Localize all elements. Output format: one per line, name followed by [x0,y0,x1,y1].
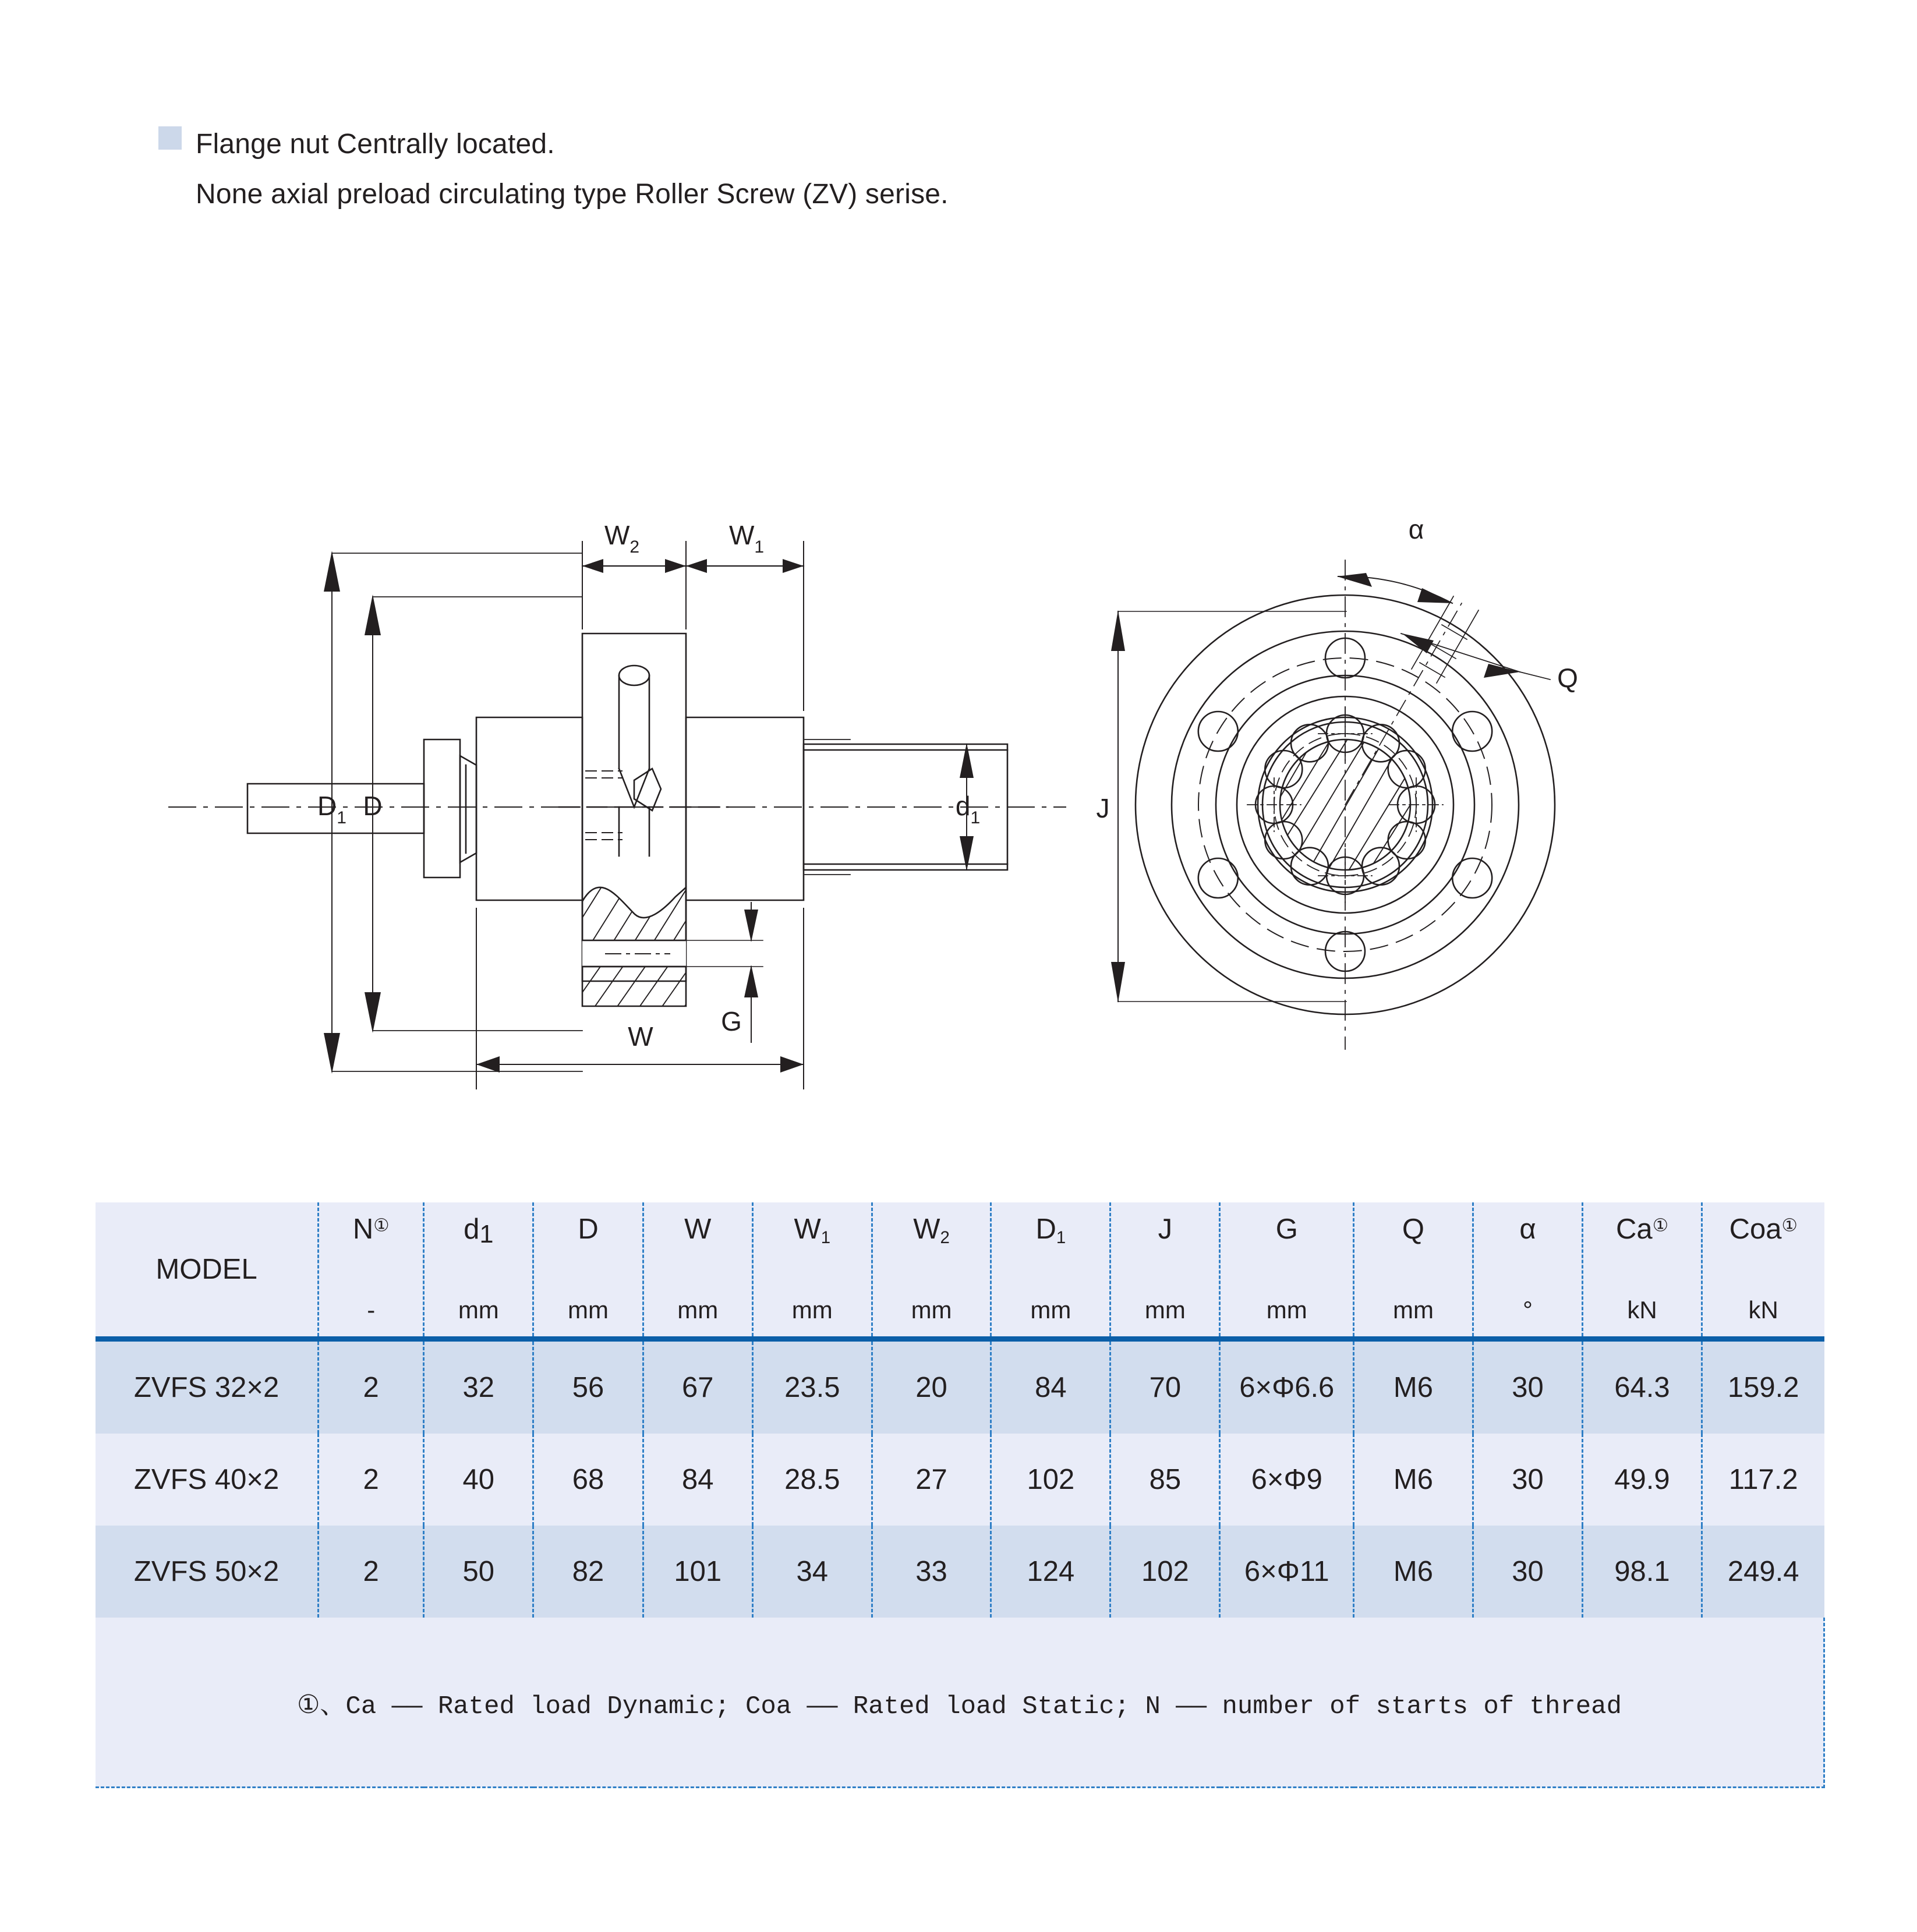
cell-dbig1: 124 [991,1526,1110,1618]
table-row [96,1342,1824,1434]
header-g-unit: mm [1266,1296,1307,1324]
cell-w1: 34 [752,1526,872,1618]
header-q-symbol: Q [1402,1213,1425,1245]
cell-w2: 27 [872,1434,991,1526]
header-cell-g [1220,1202,1354,1336]
header-cell-w1 [752,1202,872,1336]
cell-n: 2 [319,1434,424,1526]
header-dbig1-unit: mm [1030,1296,1071,1324]
header-coa-unit: kN [1748,1296,1778,1324]
header-w2-unit: mm [911,1296,952,1324]
note-line-1: Flange nut Centrally located. [196,129,555,160]
header-model-text: MODEL [155,1254,257,1285]
cell-w: 101 [643,1526,752,1618]
cell-g: 6×Φ11 [1220,1526,1354,1618]
cell-n: 2 [319,1526,424,1618]
label-d1-big: $D_1$ [317,791,346,827]
header-cell-w [643,1202,752,1336]
header-cell-alpha [1473,1202,1582,1336]
cell-ca: 49.9 [1583,1434,1702,1526]
cell-alpha: 30 [1473,1434,1582,1526]
table-row [96,1434,1824,1526]
label-w1: $W_1$ [728,520,765,557]
cell-coa: 249.4 [1702,1526,1824,1618]
cell-d1: 40 [424,1434,533,1526]
cell-dbig1: 102 [991,1434,1110,1526]
cell-d1: 32 [424,1342,533,1434]
cell-w1: 23.5 [752,1342,872,1434]
cell-w: 67 [643,1342,752,1434]
table-row [96,1526,1824,1618]
header-ca-symbol: Ca① [1616,1213,1668,1245]
cell-q: M6 [1354,1526,1473,1618]
header-w1-unit: mm [791,1296,833,1324]
cell-dbig1: 84 [991,1342,1110,1434]
cell-model: ZVFS 50×2 [96,1526,319,1618]
cell-coa: 159.2 [1702,1342,1824,1434]
cell-w2: 33 [872,1526,991,1618]
table-footnote-row [96,1618,1824,1788]
cell-model: ZVFS 40×2 [96,1434,319,1526]
label-w: W [628,1021,653,1052]
header-w-symbol: W [684,1213,712,1245]
header-d-symbol: D [578,1213,599,1245]
header-coa-symbol: Coa① [1729,1213,1798,1245]
cell-model: ZVFS 32×2 [96,1342,319,1434]
header-w-unit: mm [677,1296,719,1324]
header-cell-w2 [872,1202,991,1336]
header-alpha-symbol: α [1519,1213,1536,1245]
header-cell-d [533,1202,643,1336]
header-n-unit: - [367,1296,376,1324]
cell-j: 70 [1110,1342,1220,1434]
cell-d1: 50 [424,1526,533,1618]
header-ca-unit: kN [1627,1296,1657,1324]
header-d1-unit: mm [458,1296,499,1324]
footnote-text: ①、Ca —— Rated load Dynamic; Coa —— Rated load Static; N —— number of starts of thread [296,1692,1622,1721]
label-g: G [721,1006,742,1036]
header-n-symbol: N① [352,1213,390,1245]
label-q: Q [1557,663,1578,693]
cell-alpha: 30 [1473,1526,1582,1618]
header-d1-symbol: d1 [464,1213,494,1248]
header-w2-symbol: $W_2$ [913,1213,950,1248]
cell-j: 102 [1110,1526,1220,1618]
header-cell-ca [1583,1202,1702,1336]
cell-d: 56 [533,1342,643,1434]
cell-w1: 28.5 [752,1434,872,1526]
label-j: J [1096,793,1110,823]
cell-d: 82 [533,1526,643,1618]
header-cell-n [319,1202,424,1336]
cell-d: 68 [533,1434,643,1526]
header-note [158,119,949,220]
table-header-row [96,1202,1824,1336]
specification-table-wrapper [96,1202,1825,1788]
header-dbig1-symbol: $D_1$ [1035,1213,1066,1248]
cell-q: M6 [1354,1434,1473,1526]
note-line-2: None axial preload circulating type Roller Screw (ZV) serise. [196,179,949,210]
cell-ca: 64.3 [1583,1342,1702,1434]
label-d1-small: $d_1$ [955,791,981,827]
header-cell-q [1354,1202,1473,1336]
cell-g: 6×Φ6.6 [1220,1342,1354,1434]
footnote-cell [96,1618,1824,1788]
cell-ca: 98.1 [1583,1526,1702,1618]
header-g-symbol: G [1275,1213,1298,1245]
header-cell-coa [1702,1202,1824,1336]
end-view [1111,560,1555,1049]
header-separator [96,1336,1824,1342]
label-d: D [363,791,383,821]
label-w2: $W_2$ [604,520,640,557]
header-cell-model [96,1202,319,1336]
header-w1-symbol: $W_1$ [794,1213,831,1248]
header-q-unit: mm [1392,1296,1434,1324]
header-d-unit: mm [568,1296,609,1324]
header-alpha-unit: ° [1523,1296,1533,1324]
technical-drawing [0,454,1917,1130]
header-j-unit: mm [1144,1296,1186,1324]
cell-j: 85 [1110,1434,1220,1526]
cell-w: 84 [643,1434,752,1526]
cell-w2: 20 [872,1342,991,1434]
header-cell-dbig1 [991,1202,1110,1336]
cell-q: M6 [1354,1342,1473,1434]
cell-coa: 117.2 [1702,1434,1824,1526]
section-view [169,542,1066,1089]
label-alpha: α [1408,514,1424,544]
specification-table [96,1202,1825,1788]
cell-alpha: 30 [1473,1342,1582,1434]
cell-g: 6×Φ9 [1220,1434,1354,1526]
cell-n: 2 [319,1342,424,1434]
header-cell-d1 [424,1202,533,1336]
bullet-square-icon [158,126,182,150]
header-j-symbol: J [1158,1213,1173,1245]
accent-line [96,1336,1824,1342]
header-cell-j [1110,1202,1220,1336]
